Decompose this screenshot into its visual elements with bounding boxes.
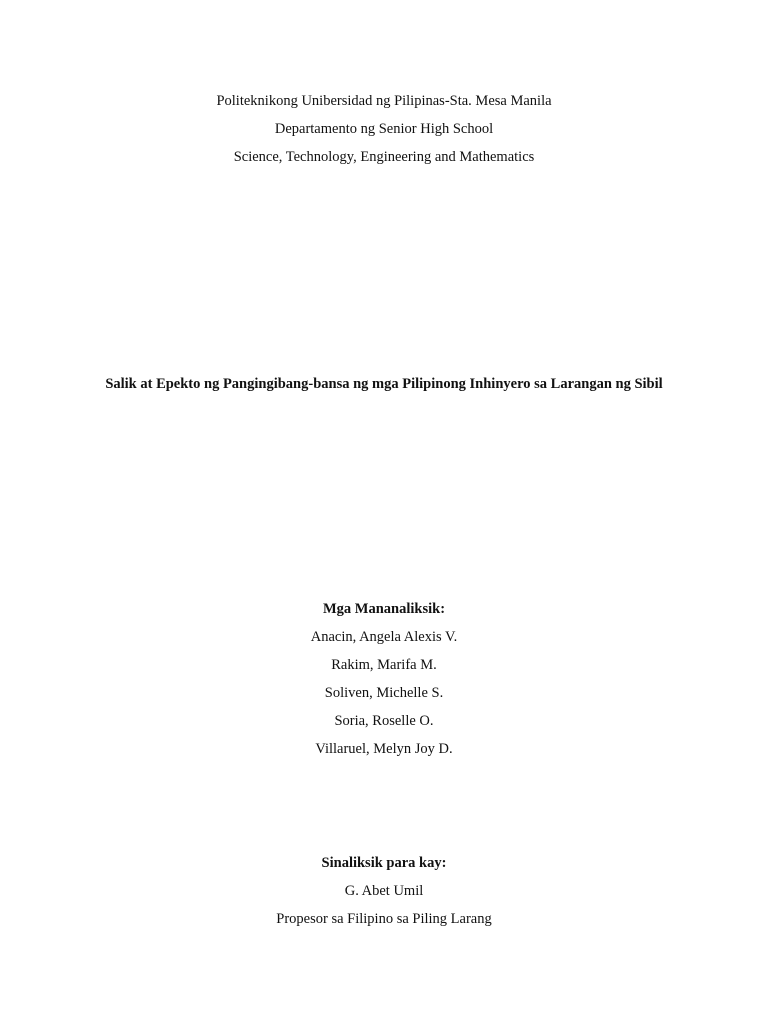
- department-name: Departamento ng Senior High School: [274, 121, 494, 137]
- researcher-name: Rakim, Marifa M.: [331, 657, 437, 673]
- research-title: Salik at Epekto ng Pangingibang-bansa ng mga Pilipinong Inhinyero sa Larangan ng Sibil: [105, 376, 663, 392]
- researcher-name: Soria, Roselle O.: [334, 713, 434, 729]
- professor-name: G. Abet Umil: [344, 883, 424, 899]
- university-name: Politeknikong Unibersidad ng Pilipinas-Sta. Mesa Manila: [216, 93, 552, 109]
- researchers-heading: Mga Mananaliksik:: [322, 601, 446, 617]
- strand-name: Science, Technology, Engineering and Mathematics: [233, 149, 535, 165]
- researcher-name: Anacin, Angela Alexis V.: [310, 629, 458, 645]
- professor-position: Propesor sa Filipino sa Piling Larang: [276, 911, 492, 927]
- researcher-name: Villaruel, Melyn Joy D.: [315, 741, 453, 757]
- submitted-to-heading: Sinaliksik para kay:: [321, 855, 447, 871]
- researcher-name: Soliven, Michelle S.: [324, 685, 444, 701]
